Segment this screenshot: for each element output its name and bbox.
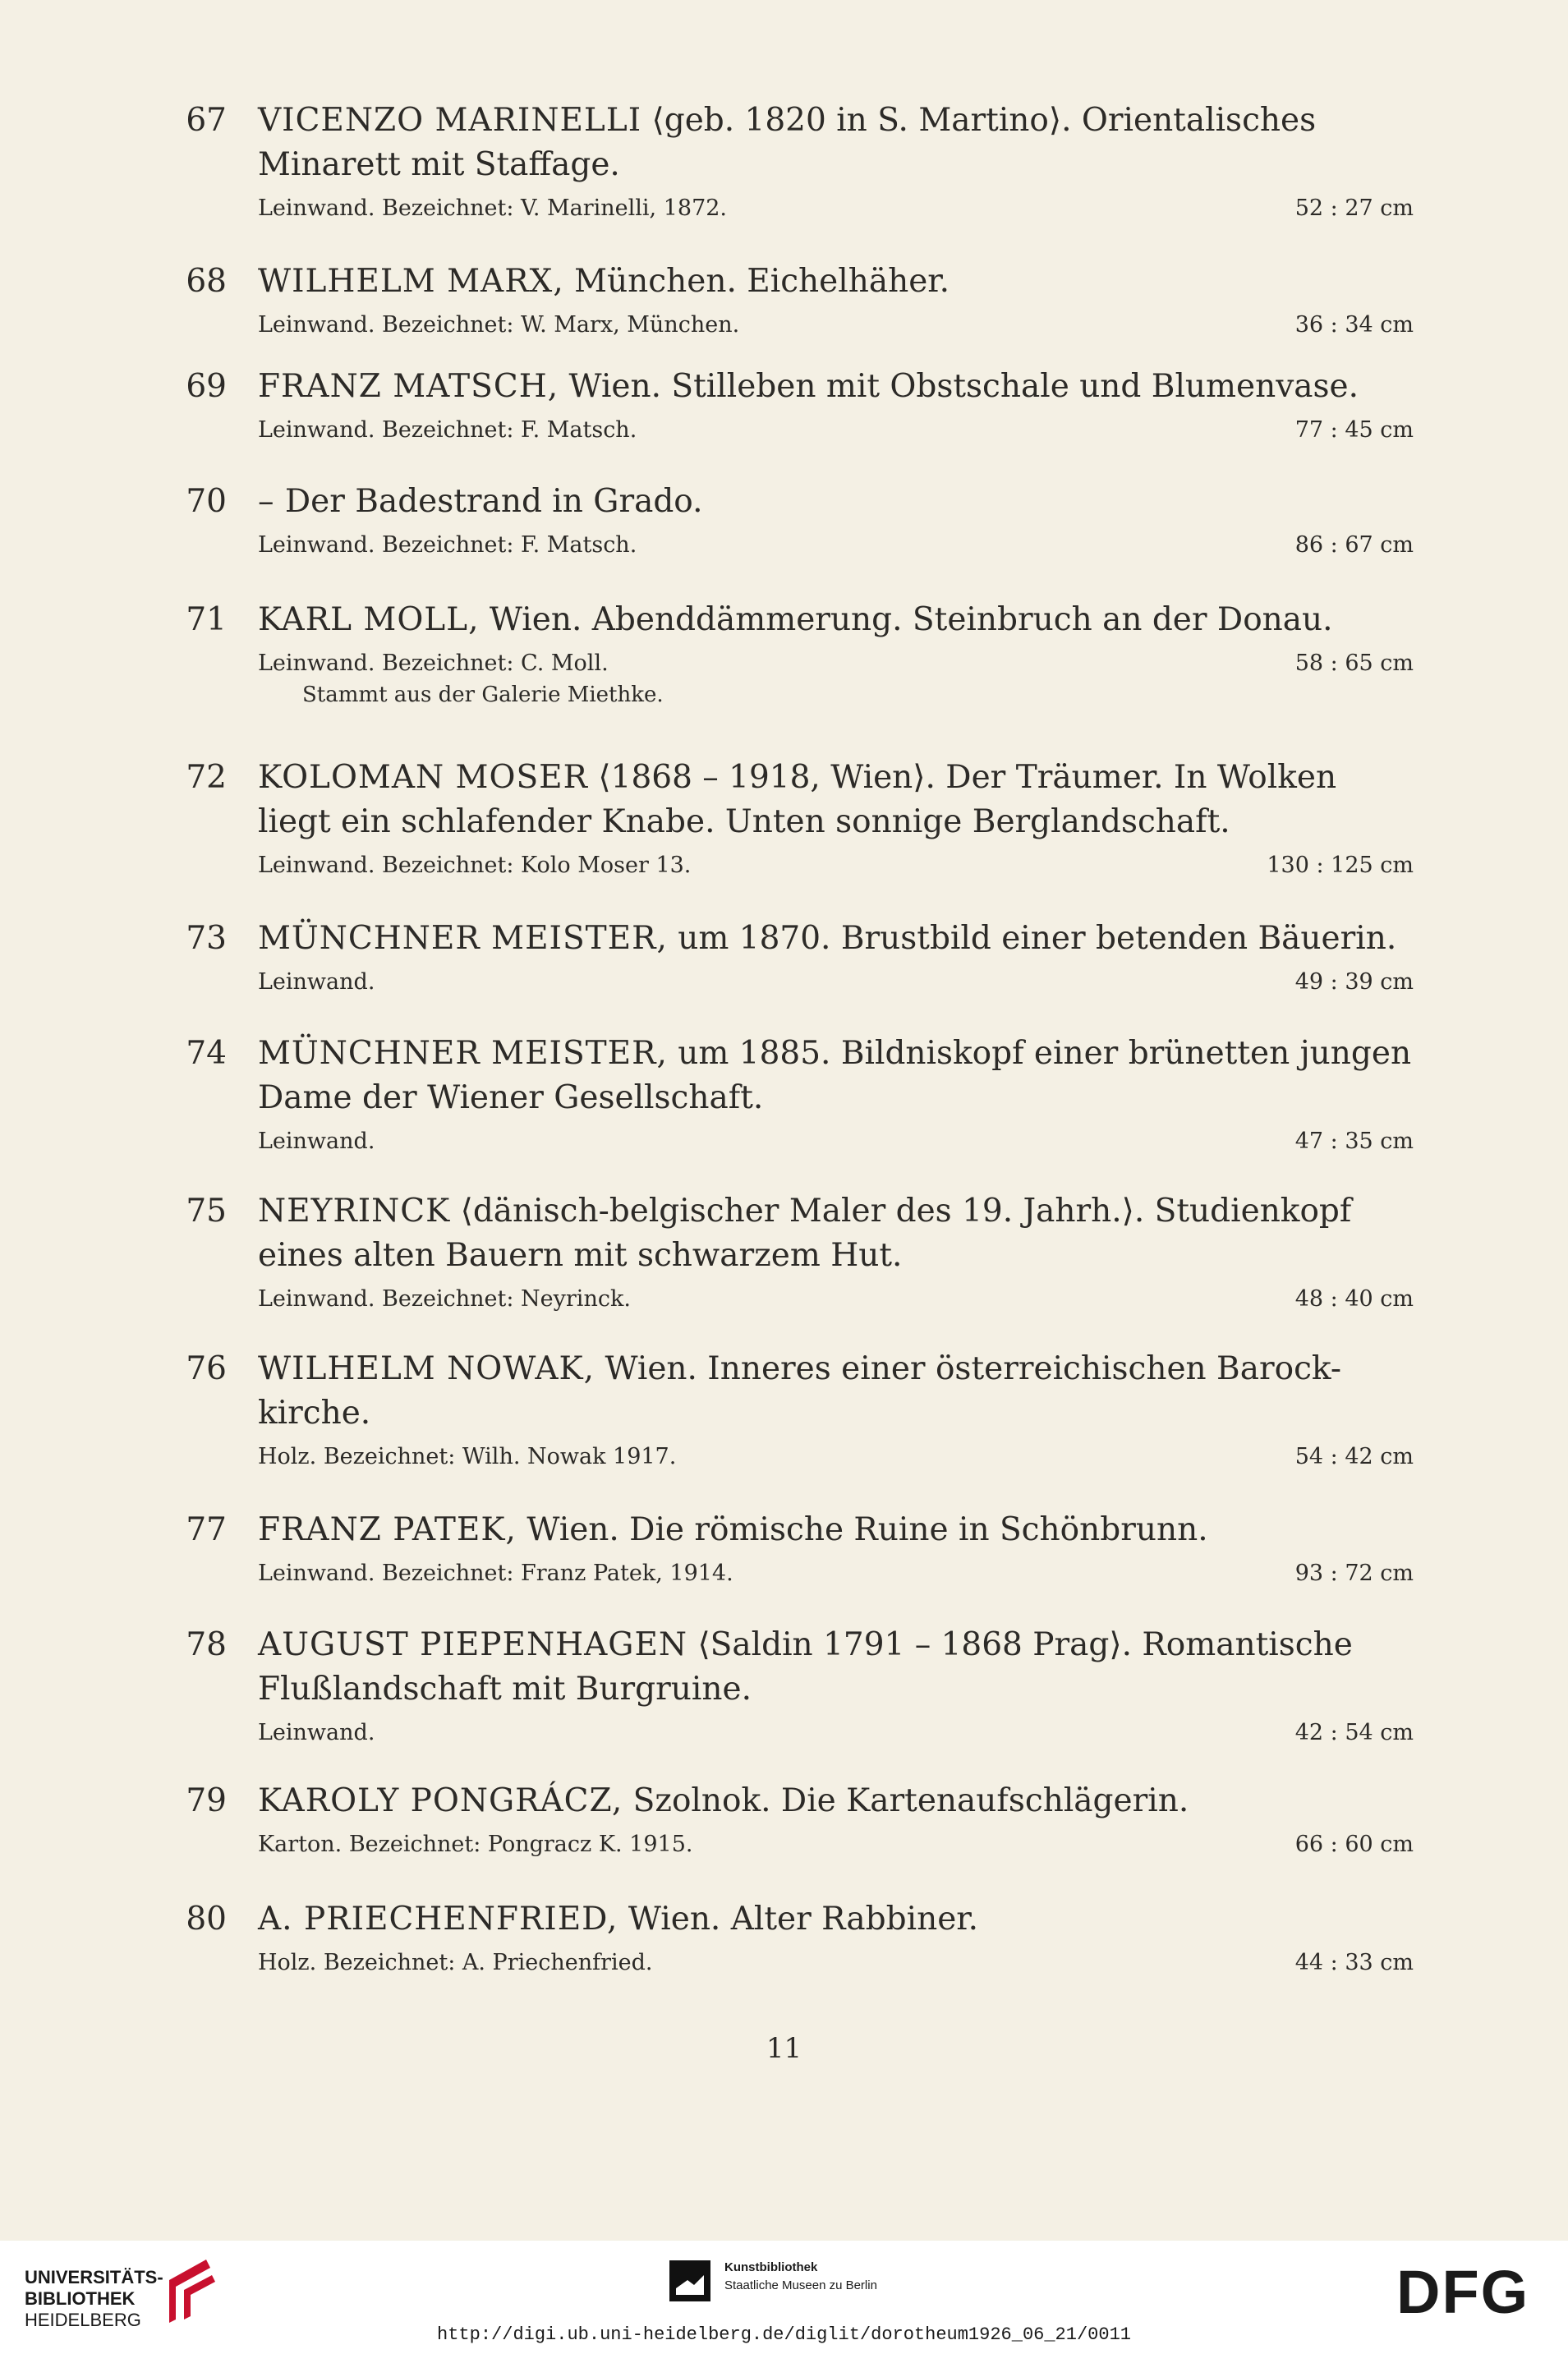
entry-title-line: [258, 260, 1414, 304]
entry-details-row: [258, 529, 1414, 562]
entry-description: Leinwand.: [258, 1129, 375, 1154]
entry-title-text: ⟨geb. 1820 in S. Martino⟩. Orientalisches: [641, 102, 1317, 139]
catalog-entry: [177, 917, 1414, 999]
entry-body: [258, 365, 1414, 447]
artist-name: MÜNCHNER MEISTER,: [258, 920, 668, 957]
page-number: 11: [766, 2032, 802, 2065]
entry-number: 79: [186, 1782, 227, 1819]
entry-title-line: [258, 598, 1414, 642]
entry-dimensions: 54 : 42 cm: [1294, 1444, 1414, 1469]
entry-number: 77: [186, 1511, 227, 1548]
entry-details-row: [258, 1125, 1414, 1158]
entry-body: [258, 1508, 1414, 1590]
entry-body: [258, 917, 1414, 999]
kunstbibliothek-logo-icon: [669, 2260, 710, 2301]
artist-name: KOLOMAN MOSER: [258, 759, 589, 796]
kunstbibliothek-text: [724, 2259, 877, 2295]
entry-number: 73: [186, 920, 227, 957]
entry-title-line: [258, 1623, 1414, 1667]
entry-description: Leinwand. Bezeichnet: F. Matsch.: [258, 532, 637, 558]
catalog-entry: [177, 1032, 1414, 1158]
entry-dimensions: 86 : 67 cm: [1294, 532, 1414, 558]
entry-description: Leinwand. Bezeichnet: Neyrinck.: [258, 1286, 631, 1312]
artist-name: –: [258, 483, 275, 520]
entry-details-row: [258, 1283, 1414, 1316]
ub-line-1: UNIVERSITÄTS-: [25, 2267, 163, 2287]
entry-title-line: [258, 1347, 1414, 1391]
entry-details-row: [258, 309, 1414, 342]
entry-title-continuation: Flußlandschaft mit Burgruine.: [258, 1671, 752, 1708]
entry-dimensions: 130 : 125 cm: [1267, 853, 1414, 878]
entry-description: Leinwand.: [258, 969, 375, 995]
entry-number: 78: [186, 1626, 227, 1663]
artist-name: AUGUST PIEPENHAGEN: [258, 1626, 688, 1663]
entry-details-row: [258, 1717, 1414, 1749]
entry-dimensions: 48 : 40 cm: [1294, 1286, 1414, 1312]
artist-name: FRANZ PATEK,: [258, 1511, 517, 1548]
entry-dimensions: 44 : 33 cm: [1294, 1950, 1414, 1975]
entry-number: 68: [186, 263, 227, 300]
entry-title-continuation: liegt ein schlafender Knabe. Unten sonnige Berglandschaft.: [258, 803, 1230, 840]
entry-details-row: [258, 1947, 1414, 1979]
entry-title-text: um 1885. Bildniskopf einer brünetten jungen: [667, 1035, 1412, 1072]
entry-dimensions: 47 : 35 cm: [1294, 1129, 1414, 1154]
entry-description: Leinwand. Bezeichnet: W. Marx, München.: [258, 312, 740, 338]
entry-body: [258, 1779, 1414, 1861]
entry-description: Leinwand. Bezeichnet: F. Matsch.: [258, 417, 637, 443]
entry-dimensions: 36 : 34 cm: [1294, 312, 1414, 338]
entry-title-text: Der Badestrand in Grado.: [274, 483, 703, 520]
entry-details-row: [258, 1441, 1414, 1474]
entry-body: [258, 756, 1414, 882]
entry-title-text: ⟨Saldin 1791 – 1868 Prag⟩. Romantische: [687, 1626, 1353, 1663]
entry-description: Leinwand. Bezeichnet: C. Moll.: [258, 651, 609, 676]
ub-line-2: BIBLIOTHEK: [25, 2288, 136, 2309]
entry-details-row: [258, 1828, 1414, 1861]
entry-details-row: [258, 966, 1414, 999]
entry-title-continuation: eines alten Bauern mit schwarzem Hut.: [258, 1237, 903, 1274]
artist-name: VICENZO MARINELLI: [258, 102, 642, 139]
ub-heidelberg-text: [25, 2267, 163, 2331]
artist-name: FRANZ MATSCH,: [258, 368, 559, 405]
entry-number: 72: [186, 759, 227, 796]
artist-name: WILHELM NOWAK,: [258, 1350, 595, 1387]
entry-body: [258, 1897, 1414, 1979]
entry-title-text: Wien. Stilleben mit Obstschale und Blumenvase.: [559, 368, 1359, 405]
entry-details-row: [258, 647, 1414, 680]
entry-number: 67: [186, 102, 227, 139]
entry-description: Leinwand. Bezeichnet: Kolo Moser 13.: [258, 853, 692, 878]
entry-title-continuation: Minarett mit Staffage.: [258, 146, 620, 183]
entry-description: Karton. Bezeichnet: Pongracz K. 1915.: [258, 1832, 693, 1857]
entry-number: 74: [186, 1035, 227, 1072]
entry-body: [258, 1623, 1414, 1749]
entry-body: [258, 260, 1414, 342]
entry-title-text: um 1870. Brustbild einer betenden Bäuerin.: [667, 920, 1397, 957]
artist-name: NEYRINCK: [258, 1193, 451, 1230]
entry-body: [258, 99, 1414, 225]
entry-title-line: [258, 1032, 1414, 1076]
artist-name: A. PRIECHENFRIED,: [258, 1901, 618, 1938]
catalog-entry: [177, 1189, 1414, 1316]
artist-name: KARL MOLL,: [258, 601, 480, 638]
ub-heidelberg-logo-icon: [161, 2255, 218, 2324]
entry-title-line: [258, 1897, 1414, 1942]
entry-title-text: München. Eichelhäher.: [563, 263, 950, 300]
artist-name: WILHELM MARX,: [258, 263, 564, 300]
entry-title-text: Wien. Abenddämmerung. Steinbruch an der Donau.: [479, 601, 1333, 638]
entry-body: [258, 1347, 1414, 1474]
entry-number: 76: [186, 1350, 227, 1387]
catalog-entry: [177, 1623, 1414, 1749]
entry-title-line: [258, 365, 1414, 409]
entry-dimensions: 93 : 72 cm: [1294, 1561, 1414, 1586]
entry-provenance-note: Stammt aus der Galerie Miethke.: [302, 683, 664, 707]
artist-name: MÜNCHNER MEISTER,: [258, 1035, 668, 1072]
entry-title-line: [258, 917, 1414, 961]
permalink-url[interactable]: http://digi.ub.uni-heidelberg.de/diglit/dorotheum1926_06_21/0011: [437, 2324, 1131, 2345]
entry-body: [258, 480, 1414, 562]
entry-title-text: Wien. Alter Rabbiner.: [618, 1901, 979, 1938]
entry-number: 69: [186, 368, 227, 405]
entry-details-row: [258, 414, 1414, 447]
entry-title-text: Wien. Inneres einer österreichischen Barock-: [595, 1350, 1342, 1387]
catalog-entry: [177, 365, 1414, 447]
entry-description: Leinwand. Bezeichnet: V. Marinelli, 1872.: [258, 195, 728, 221]
entry-title-continuation: kirche.: [258, 1395, 371, 1432]
entry-title-text: Szolnok. Die Kartenaufschlägerin.: [623, 1782, 1189, 1819]
entry-body: [258, 598, 1414, 710]
entry-title-line: [258, 756, 1414, 800]
catalog-entry: [177, 99, 1414, 225]
entry-title-line: [258, 1779, 1414, 1823]
entry-details-row: [258, 192, 1414, 225]
entry-title-text: Wien. Die römische Ruine in Schönbrunn.: [516, 1511, 1208, 1548]
entry-dimensions: 49 : 39 cm: [1294, 969, 1414, 995]
artist-name: KAROLY PONGRÁCZ,: [258, 1782, 623, 1819]
entry-dimensions: 58 : 65 cm: [1294, 651, 1414, 676]
entry-title-line: [258, 1189, 1414, 1234]
entry-number: 80: [186, 1901, 227, 1938]
catalog-entry: [177, 1347, 1414, 1474]
entry-details-row: [258, 849, 1414, 882]
entry-number: 75: [186, 1193, 227, 1230]
entry-description: Leinwand.: [258, 1720, 375, 1745]
entry-title-line: [258, 480, 1414, 524]
kb-subtitle: Staatliche Museen zu Berlin: [724, 2278, 877, 2292]
catalog-entry: [177, 1897, 1414, 1979]
catalog-entry: [177, 1508, 1414, 1590]
entry-title-text: ⟨dänisch-belgischer Maler des 19. Jahrh.⟩. Studienkopf: [450, 1193, 1352, 1230]
entry-title-continuation: Dame der Wiener Gesellschaft.: [258, 1079, 764, 1116]
entry-dimensions: 42 : 54 cm: [1294, 1720, 1414, 1745]
entry-title-text: ⟨1868 – 1918, Wien⟩. Der Träumer. In Wolken: [588, 759, 1337, 796]
entry-number: 70: [186, 483, 227, 520]
kb-title: Kunstbibliothek: [724, 2260, 818, 2274]
entry-title-line: [258, 99, 1414, 143]
entry-dimensions: 66 : 60 cm: [1294, 1832, 1414, 1857]
ub-line-3: HEIDELBERG: [25, 2310, 141, 2330]
entry-dimensions: 52 : 27 cm: [1294, 195, 1414, 221]
entry-body: [258, 1032, 1414, 1158]
entry-title-line: [258, 1508, 1414, 1552]
entry-number: 71: [186, 601, 227, 638]
catalog-entry: [177, 1779, 1414, 1861]
entry-description: Leinwand. Bezeichnet: Franz Patek, 1914.: [258, 1561, 733, 1586]
entry-body: [258, 1189, 1414, 1316]
entry-description: Holz. Bezeichnet: A. Priechenfried.: [258, 1950, 653, 1975]
catalog-entry: [177, 480, 1414, 562]
dfg-logo: DFG: [1396, 2258, 1530, 2326]
catalog-entry: [177, 756, 1414, 882]
catalog-entry: [177, 598, 1414, 710]
entry-dimensions: 77 : 45 cm: [1294, 417, 1414, 443]
entry-details-row: [258, 1557, 1414, 1590]
catalog-entry: [177, 260, 1414, 342]
entry-description: Holz. Bezeichnet: Wilh. Nowak 1917.: [258, 1444, 677, 1469]
